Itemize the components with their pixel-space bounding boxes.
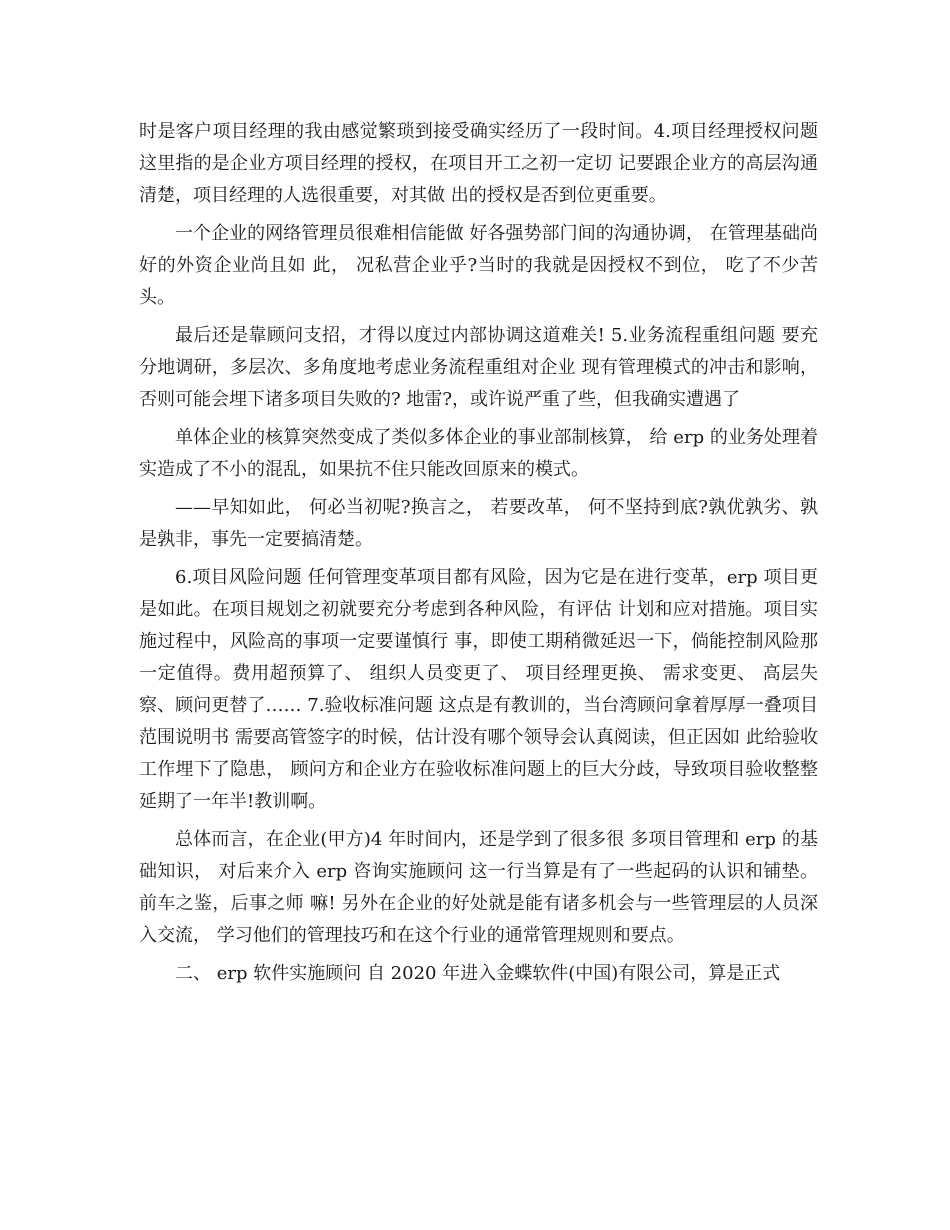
paragraph: 二、 erp 软件实施顾问 自 2020 年进入金蝶软件(中国)有限公司，算是正式 [175,963,781,984]
paragraph: 最后还是靠顾问支招，才得以度过内部协调这道难关! 5.业务流程重组问题 要充分地调研，多层次、多角度地考虑业务流程重组对企业 现有管理模式的冲击和影响，否则可能会埋下诸多项目失败的? 地雷?，或许说严重了些，但我确实遭遇了 [139,325,818,410]
paragraph: 时是客户项目经理的我由感觉繁琐到接受确实经历了一段时间。4.项目经理授权问题 这里指的是企业方项目经理的授权，在项目开工之初一定切 记要跟企业方的高层沟通清楚，项目经理的人选很重要，对其做 出的授权是否到位更重要。 [139,121,818,206]
paragraph: 总体而言，在企业(甲方)4 年时间内，还是学到了很多很 多项目管理和 erp 的基础知识， 对后来介入 erp 咨询实施顾问 这一行当算是有了一些起码的认识和铺垫。前车之鉴，后事之师 嘛! 另外在企业的好处就是能有诸多机会与一些管理层的人员深 入交流， 学习他们的管理技巧和在这个行业的通常管理规则和要点。 [139,829,818,946]
paragraph: 6.项目风险问题 任何管理变革项目都有风险，因为它是在进行变革，erp 项目更是如此。在项目规划之初就要充分考虑到各种风险，有评估 计划和应对措施。项目实施过程中，风险高的事项一定要谨慎行 事，即使工期稍微延迟一下，倘能控制风险那一定值得。费用超预算了、 组织人员变更了、 项目经理更换、 需求变更、 高层失察、顾问更替了…… 7.验收标准问题 这点是有教训的，当台湾顾问拿着厚厚一叠项目范围说明书 需要高管签字的时候，估计没有哪个领导会认真阅读，但正因如 此给验收工作埋下了隐患， 顾问方和企业方在验收标准问题上的巨大分歧，导致项目验收整整延期了一年半!教训啊。 [139,567,818,812]
paragraph: 一个企业的网络管理员很难相信能做 好各强势部门间的沟通协调， 在管理基础尚好的外资企业尚且如 此， 况私营企业乎?当时的我就是因授权不到位， 吃了不少苦头。 [139,223,818,308]
paragraph: 单体企业的核算突然变成了类似多体企业的事业部制核算， 给 erp 的业务处理着实造成了不小的混乱，如果抗不住只能改回原来的模式。 [139,427,818,480]
paragraph: ——早知如此， 何必当初呢?换言之， 若要改革， 何不坚持到底?孰优孰劣、孰是孰非，事先一定要搞清楚。 [139,497,818,550]
